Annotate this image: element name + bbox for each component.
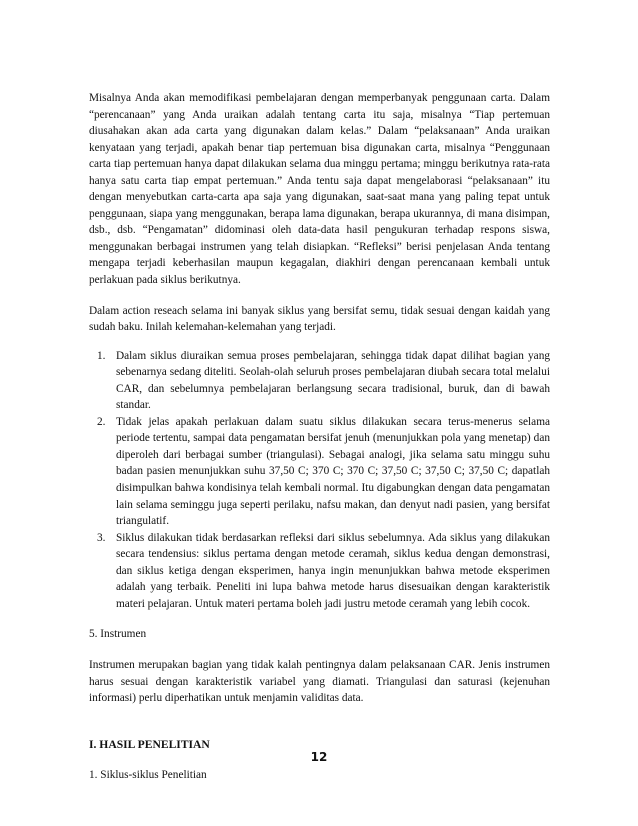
list-item <box>89 530 550 613</box>
list-number: 1. <box>97 349 106 362</box>
list-text: Tidak jelas apakah perlakuan dalam suatu siklus dilakukan secara terus-menerus selama periode tertentu, sampai data pengamatan bersifat jenuh (menunjukkan pola yang menetap) dan diperoleh dari berbagai sumber (triangulasi). Sebagai analogi, jika selama satu minggu suhu badan pasien menunjukkan suhu 37,50 C; 370 C; 370 C; 37,50 C; 37,50 C; 37,50 C; dapatlah disimpulkan bahwa kondisinya telah kembali normal. Itu digabungkan dengan data pengamatan lain selama seminggu juga seperti perilaku, nafsu makan, dan denyut nadi pasien, yang bersifat triangulatif. <box>116 415 550 528</box>
heading-hasil-penelitian: I. HASIL PENELITIAN <box>89 737 210 751</box>
paragraph-instrumen: Instrumen merupakan bagian yang tidak kalah pentingnya dalam pelaksanaan CAR. Jenis instrumen harus sesuai dengan karakteristik variabel yang diamati. Triangulasi dan saturasi (kejenuhan informasi) perlu diperhatikan untuk menjamin validitas data. <box>89 658 550 705</box>
document-page <box>89 90 550 784</box>
section-title-instrumen: 5. Instrumen <box>89 628 147 641</box>
list-number: 2. <box>97 415 106 428</box>
list-number: 3. <box>97 531 106 544</box>
subheading-siklus: 1. Siklus-siklus Penelitian <box>89 769 207 782</box>
page-number: 12 <box>310 750 328 764</box>
list-item <box>89 414 550 530</box>
list-item <box>89 348 550 414</box>
paragraph-modifikasi-carta: Misalnya Anda akan memodifikasi pembelajaran dengan memperbanyak penggunaan carta. Dalam “perencanaan” yang Anda uraikan adalah tentang carta itu saja, misalnya “Tiap pertemuan diusahakan akan ada carta yang digunakan dalam kelas.” Dalam “pelaksanaan” Anda uraikan kenyataan yang terjadi, apakah benar tiap pertemuan bisa digunakan carta, misalnya “Penggunaan carta tiap pertemuan hanya dapat dilakukan selama dua minggu pertama; minggu berikutnya rata-rata hanya satu carta tiap empat pertemuan.” Anda tentu saja dapat mengelaborasi “pelaksanaan” itu dengan menyebutkan carta-carta apa saja yang digunakan, saat-saat mana yang paling tepat untuk penggunaan, siapa yang menggunakan, berapa lama digunakan, berapa ukurannya, di mana disimpan, dsb., dsb. “Pengamatan” didominasi oleh data-data hasil pengukuran terhadap respons siswa, menggunakan berbagai instrumen yang telah disiapkan. “Refleksi” berisi penjelasan Anda tentang mengapa terjadi keberhasilan maupun kegagalan, diakhiri dengan perencanaan kembali untuk perlakuan pada siklus berikutnya. <box>89 92 550 287</box>
weakness-list <box>89 348 550 613</box>
paragraph-action-research: Dalam action reseach selama ini banyak siklus yang bersifat semu, tidak sesuai dengan kaidah yang sudah baku. Inilah kelemahan-kelemahan yang terjadi. <box>89 304 550 334</box>
list-text: Dalam siklus diuraikan semua proses pembelajaran, sehingga tidak dapat dilihat bagian yang sebenarnya sedang diteliti. Seolah-olah seluruh proses pembelajaran diubah secara total melalui CAR, dan sebelumnya pembelajaran berlangsung secara tradisional, buruk, dan di bawah standar. <box>116 349 550 412</box>
list-text: Siklus dilakukan tidak berdasarkan refleksi dari siklus sebelumnya. Ada siklus yang dilakukan secara tendensius: siklus pertama dengan metode ceramah, siklus kedua dengan demonstrasi, dan siklus ketiga dengan eksperimen, hanya ingin menunjukkan bahwa metode eksperimen adalah yang terbaik. Peneliti ini lupa bahwa metode harus disesuaikan dengan karakteristik materi pelajaran. Untuk materi pertama boleh jadi justru metode ceramah yang lebih cocok. <box>116 531 550 610</box>
